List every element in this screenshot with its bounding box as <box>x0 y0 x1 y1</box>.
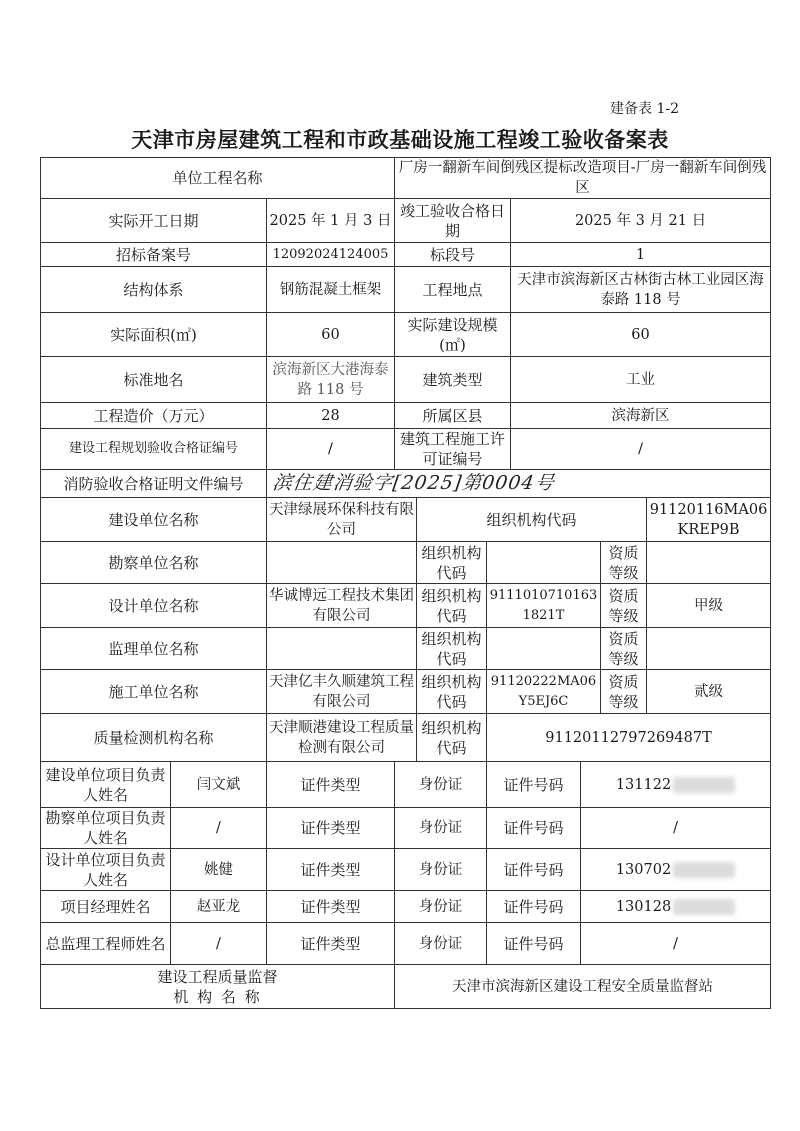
id-type-value: 身份证 <box>395 849 487 891</box>
id-number-prefix: 130128 <box>615 898 672 915</box>
design-org-code-label: 组织机构代码 <box>417 584 487 628</box>
fire-cert-label: 消防验收合格证明文件编号 <box>41 470 267 498</box>
builder-value: 天津绿展环保科技有限公司 <box>267 498 417 542</box>
id-number-label: 证件号码 <box>487 891 581 923</box>
survey-value <box>267 542 417 584</box>
construction-org-code-value: 91120222MA06Y5EJ6C <box>487 670 601 714</box>
id-type-label: 证件类型 <box>267 849 395 891</box>
row-bid <box>41 243 771 267</box>
redaction-blur <box>673 899 735 915</box>
row-address <box>41 357 771 403</box>
person-name: 姚健 <box>171 849 267 891</box>
supervision-label: 监理单位名称 <box>41 628 267 670</box>
row-survey <box>41 542 771 584</box>
supervision-qual-label: 资质等级 <box>601 628 647 670</box>
row-structure <box>41 267 771 313</box>
document-title: 天津市房屋建筑工程和市政基础设施工程竣工验收备案表 <box>131 128 669 152</box>
permit-label: 建筑工程施工许可证编号 <box>395 429 511 470</box>
id-number-value <box>581 849 771 891</box>
id-type-value: 身份证 <box>395 923 487 965</box>
survey-qual-value <box>647 542 771 584</box>
testing-org-code-value: 91120112797269487T <box>487 714 771 762</box>
id-type-label: 证件类型 <box>267 891 395 923</box>
testing-org-code-label: 组织机构代码 <box>417 714 487 762</box>
row-project-name <box>41 158 771 199</box>
supervision-org-code-label: 组织机构代码 <box>417 628 487 670</box>
builder-org-code-value: 91120116MA06KREP9B <box>647 498 771 542</box>
address-label: 标准地名 <box>41 357 267 403</box>
supervision-org-code-value <box>487 628 601 670</box>
construction-org-code-label: 组织机构代码 <box>417 670 487 714</box>
survey-org-code-label: 组织机构代码 <box>417 542 487 584</box>
design-value: 华诚博远工程技术集团有限公司 <box>267 584 417 628</box>
row-certificates <box>41 429 771 470</box>
row-builder <box>41 498 771 542</box>
id-number-label: 证件号码 <box>487 849 581 891</box>
cost-value: 28 <box>267 403 395 429</box>
id-number-prefix: 130702 <box>615 861 672 878</box>
construction-value: 天津亿丰久顺建筑工程有限公司 <box>267 670 417 714</box>
id-number-prefix: 131122 <box>615 776 672 793</box>
scale-value: 60 <box>511 313 771 357</box>
person-role: 总监理工程师姓名 <box>41 923 171 965</box>
plan-cert-value: / <box>267 429 395 470</box>
area-value: 60 <box>267 313 395 357</box>
redaction-blur <box>673 862 735 878</box>
row-dates <box>41 199 771 243</box>
builder-label: 建设单位名称 <box>41 498 267 542</box>
bid-number-value: 12092024124005 <box>267 243 395 267</box>
quality-supervision-value: 天津市滨海新区建设工程安全质量监督站 <box>395 965 771 1009</box>
row-area <box>41 313 771 357</box>
section-number-value: 1 <box>511 243 771 267</box>
row-cost <box>41 403 771 429</box>
permit-value: / <box>511 429 771 470</box>
district-label: 所属区县 <box>395 403 511 429</box>
person-role: 建设单位项目负责人姓名 <box>41 762 171 808</box>
scale-label: 实际建设规模(㎡) <box>395 313 511 357</box>
testing-value: 天津顺港建设工程质量检测有限公司 <box>267 714 417 762</box>
survey-label: 勘察单位名称 <box>41 542 267 584</box>
district-value: 滨海新区 <box>511 403 771 429</box>
survey-qual-label: 资质等级 <box>601 542 647 584</box>
design-label: 设计单位名称 <box>41 584 267 628</box>
id-number-label: 证件号码 <box>487 808 581 849</box>
id-number-value: / <box>581 808 771 849</box>
area-label: 实际面积(㎡) <box>41 313 267 357</box>
start-date-label: 实际开工日期 <box>41 199 267 243</box>
person-row <box>41 923 771 965</box>
row-testing <box>41 714 771 762</box>
person-row <box>41 849 771 891</box>
section-number-label: 标段号 <box>395 243 511 267</box>
filing-form-table <box>40 157 771 1009</box>
address-value: 滨海新区大港海泰路 118 号 <box>267 357 395 403</box>
id-type-value: 身份证 <box>395 762 487 808</box>
row-supervision <box>41 628 771 670</box>
plan-cert-label: 建设工程规划验收合格证编号 <box>41 429 267 470</box>
builder-org-code-label: 组织机构代码 <box>417 498 647 542</box>
person-name: 赵亚龙 <box>171 891 267 923</box>
id-number-value <box>581 762 771 808</box>
row-quality-supervision <box>41 965 771 1009</box>
person-row <box>41 762 771 808</box>
person-name: 闫文斌 <box>171 762 267 808</box>
person-name: / <box>171 808 267 849</box>
design-org-code-value: 91110107101631821T <box>487 584 601 628</box>
building-type-label: 建筑类型 <box>395 357 511 403</box>
building-type-value: 工业 <box>511 357 771 403</box>
id-type-value: 身份证 <box>395 808 487 849</box>
row-design <box>41 584 771 628</box>
person-role: 项目经理姓名 <box>41 891 171 923</box>
location-value: 天津市滨海新区古林街古林工业园区海泰路 118 号 <box>511 267 771 313</box>
form-code: 建备表 1-2 <box>610 101 679 117</box>
structure-value: 钢筋混凝土框架 <box>267 267 395 313</box>
fire-cert-value <box>267 470 771 498</box>
acceptance-date-label: 竣工验收合格日期 <box>395 199 511 243</box>
design-qual-label: 资质等级 <box>601 584 647 628</box>
id-type-value: 身份证 <box>395 891 487 923</box>
person-role: 设计单位项目负责人姓名 <box>41 849 171 891</box>
construction-label: 施工单位名称 <box>41 670 267 714</box>
acceptance-date-value: 2025 年 3 月 21 日 <box>511 199 771 243</box>
id-number-label: 证件号码 <box>487 762 581 808</box>
quality-supervision-label-line2: 机 构 名 称 <box>173 987 262 1006</box>
row-fire <box>41 470 771 498</box>
person-row <box>41 808 771 849</box>
cost-label: 工程造价（万元） <box>41 403 267 429</box>
start-date-value: 2025 年 1 月 3 日 <box>267 199 395 243</box>
quality-supervision-label-line1: 建设工程质量监督 <box>157 967 278 986</box>
id-type-label: 证件类型 <box>267 923 395 965</box>
id-number-value <box>581 891 771 923</box>
row-construction <box>41 670 771 714</box>
testing-label: 质量检测机构名称 <box>41 714 267 762</box>
structure-label: 结构体系 <box>41 267 267 313</box>
project-name-label: 单位工程名称 <box>41 158 395 199</box>
person-name: / <box>171 923 267 965</box>
survey-org-code-value <box>487 542 601 584</box>
supervision-qual-value <box>647 628 771 670</box>
person-role: 勘察单位项目负责人姓名 <box>41 808 171 849</box>
id-number-value: / <box>581 923 771 965</box>
id-number-label: 证件号码 <box>487 923 581 965</box>
quality-supervision-label <box>41 965 395 1009</box>
construction-qual-label: 资质等级 <box>601 670 647 714</box>
handwritten-fire-number: 滨住建消验字[2025]第0004号 <box>271 471 557 494</box>
construction-qual-value: 贰级 <box>647 670 771 714</box>
location-label: 工程地点 <box>395 267 511 313</box>
person-row <box>41 891 771 923</box>
design-qual-value: 甲级 <box>647 584 771 628</box>
project-name-value: 厂房一翻新车间倒残区提标改造项目-厂房一翻新车间倒残区 <box>395 158 771 199</box>
redaction-blur <box>673 777 735 793</box>
bid-number-label: 招标备案号 <box>41 243 267 267</box>
id-type-label: 证件类型 <box>267 762 395 808</box>
supervision-value <box>267 628 417 670</box>
id-type-label: 证件类型 <box>267 808 395 849</box>
